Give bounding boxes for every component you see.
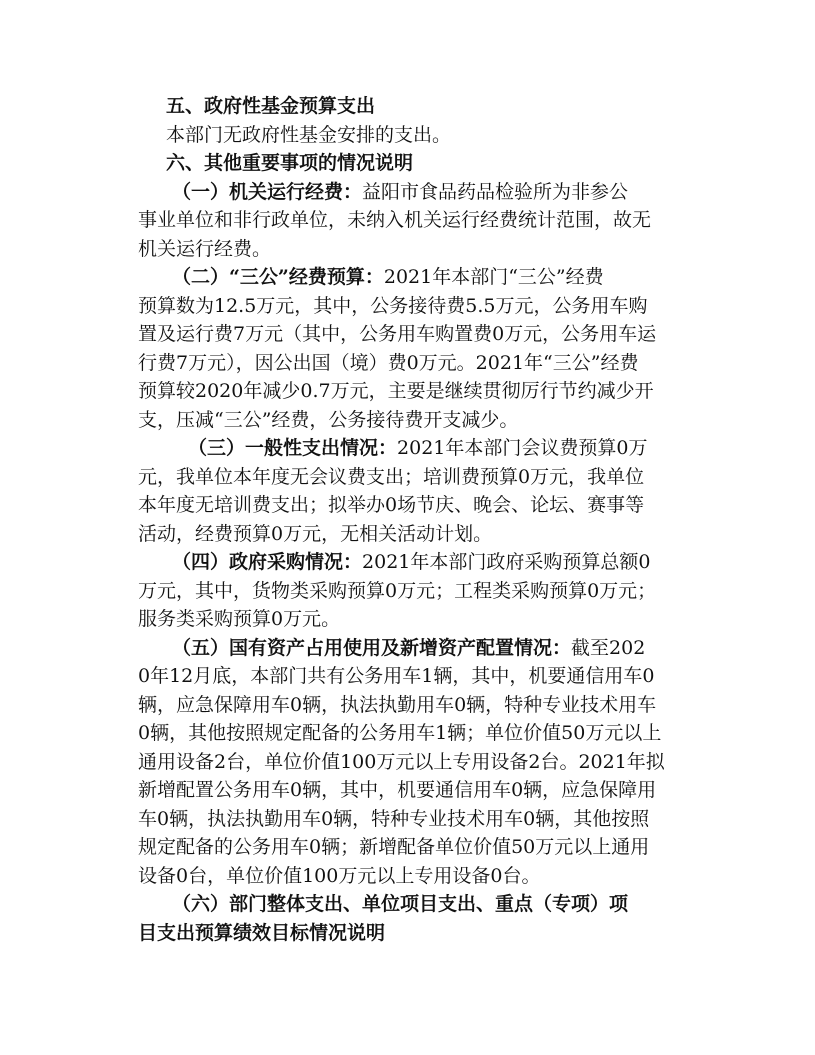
section-title-6: 六、其他重要事项的情况说明 — [166, 152, 414, 174]
paragraph-3-line-2: 元，我单位本年度无会议费支出；培训费预算0万元，我单位 — [138, 465, 645, 488]
paragraph-5-text: 截至202 — [571, 636, 646, 659]
paragraph-5-line-8: 规定配备的公务用车0辆；新增配备单位价值50万元以上通用 — [138, 836, 650, 858]
paragraph-1-line-1 — [138, 178, 698, 207]
paragraph-2-line-1 — [138, 263, 698, 292]
paragraph-5-line-4: 0辆，其他按照规定配备的公务用车1辆；单位价值50万元以上 — [138, 722, 662, 744]
paragraph-4-line-2: 万元，其中，货物类采购预算0万元；工程类采购预算0万元； — [138, 579, 657, 602]
paragraph-3-text: 2021年本部门会议费预算0万 — [397, 437, 648, 459]
paragraph-4-label: （四）政府采购情况： — [172, 551, 363, 573]
paragraph-4-line-3: 服务类采购预算0万元。 — [138, 608, 341, 630]
paragraph-5-line-2: 0年12月底，本部门共有公务用车1辆，其中，机要通信用车0 — [138, 665, 655, 687]
paragraph-4-line-1 — [138, 548, 698, 577]
paragraph-4-text: 2021年本部门政府采购预算总额0 — [362, 551, 651, 573]
paragraph-6-line-2: 目支出预算绩效目标情况说明 — [138, 921, 386, 944]
paragraph-5-line-5: 通用设备2台，单位价值100万元以上专用设备2台。2021年拟 — [138, 750, 665, 773]
paragraph-5-line-7: 车0辆，执法执勤用车0辆，特种专业技术用车0辆，其他按照 — [138, 807, 650, 830]
paragraph-2-line-5: 预算较2020年减少0.7万元，主要是继续贯彻厉行节约减少开 — [138, 380, 654, 402]
paragraph-2-line-3: 置及运行费7万元（其中，公务用车购置费0万元，公务用车运 — [138, 323, 657, 345]
paragraph-6-line-1: （六）部门整体支出、单位项目支出、重点（专项）项 — [172, 893, 629, 915]
paragraph-3-line-1 — [138, 434, 698, 463]
paragraph-2-line-6: 支，压减“三公”经费，公务接待费开支减少。 — [138, 408, 519, 431]
paragraph-1-line-2: 事业单位和非行政单位，未纳入机关运行经费统计范围，故无 — [138, 209, 652, 231]
document-body — [138, 92, 698, 947]
paragraph-1-label: （一）机关运行经费： — [172, 180, 363, 203]
paragraph-5-line-9: 设备0台，单位价值100万元以上专用设备0台。 — [138, 864, 541, 887]
paragraph-3-line-4: 活动，经费预算0万元，无相关活动计划。 — [138, 522, 493, 545]
paragraph-3-label: （三）一般性支出情况： — [188, 437, 398, 459]
section-title-5: 五、政府性基金预算支出 — [166, 95, 376, 117]
paragraph-3-line-3: 本年度无培训费支出；拟举办0场节庆、晚会、论坛、赛事等 — [138, 494, 645, 516]
paragraph-1-line-3: 机关运行经费。 — [138, 237, 272, 260]
paragraph-2-text: 2021年本部门“三公”经费 — [383, 266, 604, 288]
section-body-5: 本部门无政府性基金安排的支出。 — [166, 123, 452, 146]
paragraph-5-line-1 — [138, 634, 698, 663]
paragraph-2-line-4: 行费7万元），因公出国（境）费0万元。2021年“三公”经费 — [138, 351, 639, 374]
paragraph-5-line-3: 辆，应急保障用车0辆，执法执勤用车0辆，特种专业技术用车 — [138, 693, 657, 716]
paragraph-2-line-2: 预算数为12.5万元，其中，公务接待费5.5万元，公务用车购 — [138, 294, 648, 317]
paragraph-1-text: 益阳市食品药品检验所为非参公 — [362, 180, 629, 203]
paragraph-5-line-6: 新增配置公务用车0辆，其中，机要通信用车0辆，应急保障用 — [138, 779, 657, 801]
paragraph-2-label: （二）“三公”经费预算： — [172, 266, 384, 288]
paragraph-5-label: （五）国有资产占用使用及新增资产配置情况： — [172, 636, 572, 659]
